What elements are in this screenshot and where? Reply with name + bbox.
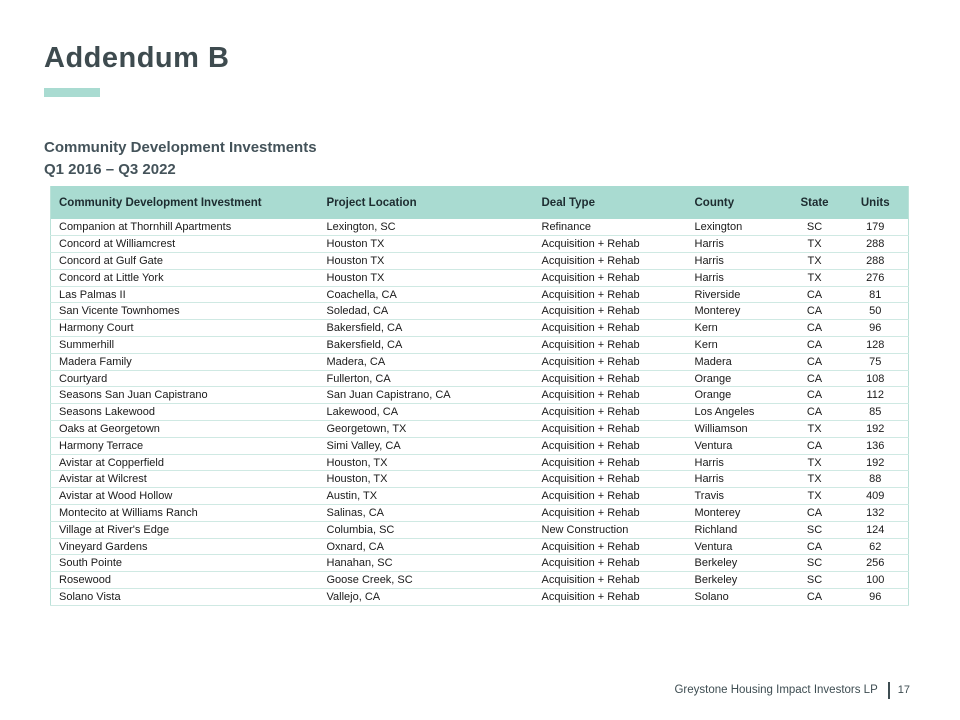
table-cell: Berkeley — [687, 572, 787, 589]
table-cell: 132 — [843, 505, 909, 522]
table-cell: Seasons San Juan Capistrano — [51, 387, 319, 404]
table-row — [51, 421, 909, 438]
table-row — [51, 538, 909, 555]
table-row — [51, 269, 909, 286]
table-cell: Acquisition + Rehab — [534, 337, 687, 354]
table-cell: 96 — [843, 589, 909, 606]
table-cell: CA — [787, 437, 843, 454]
column-header-state: State — [787, 186, 843, 219]
table-cell: SC — [787, 555, 843, 572]
table-cell: 288 — [843, 236, 909, 253]
column-header-deal-type: Deal Type — [534, 186, 687, 219]
table-cell: CA — [787, 320, 843, 337]
table-cell: Madera — [687, 353, 787, 370]
table-cell: Summerhill — [51, 337, 319, 354]
table-cell: Acquisition + Rehab — [534, 320, 687, 337]
table-cell: SC — [787, 521, 843, 538]
table-cell: Madera Family — [51, 353, 319, 370]
table-cell: Companion at Thornhill Apartments — [51, 219, 319, 236]
table-cell: Oxnard, CA — [319, 538, 534, 555]
table-cell: Acquisition + Rehab — [534, 253, 687, 270]
table-cell: Orange — [687, 387, 787, 404]
table-cell: Acquisition + Rehab — [534, 538, 687, 555]
table-cell: Acquisition + Rehab — [534, 589, 687, 606]
column-header-county: County — [687, 186, 787, 219]
table-cell: 179 — [843, 219, 909, 236]
table-cell: Kern — [687, 337, 787, 354]
table-cell: Acquisition + Rehab — [534, 572, 687, 589]
table-row — [51, 337, 909, 354]
table-cell: CA — [787, 337, 843, 354]
table-cell: San Juan Capistrano, CA — [319, 387, 534, 404]
table-cell: Houston TX — [319, 236, 534, 253]
table-cell: 192 — [843, 454, 909, 471]
table-row — [51, 320, 909, 337]
table-cell: Rosewood — [51, 572, 319, 589]
table-row — [51, 555, 909, 572]
table-row — [51, 236, 909, 253]
table-cell: Hanahan, SC — [319, 555, 534, 572]
table-cell: Harris — [687, 454, 787, 471]
table-cell: Acquisition + Rehab — [534, 454, 687, 471]
table-cell: Las Palmas II — [51, 286, 319, 303]
table-cell: CA — [787, 505, 843, 522]
table-cell: 276 — [843, 269, 909, 286]
table-row — [51, 572, 909, 589]
table-cell: Orange — [687, 370, 787, 387]
table-cell: 124 — [843, 521, 909, 538]
table-cell: TX — [787, 471, 843, 488]
table-row — [51, 454, 909, 471]
table-cell: 88 — [843, 471, 909, 488]
table-cell: 288 — [843, 253, 909, 270]
table-cell: TX — [787, 253, 843, 270]
table-cell: 108 — [843, 370, 909, 387]
table-cell: Lexington, SC — [319, 219, 534, 236]
table-cell: Acquisition + Rehab — [534, 555, 687, 572]
footer-separator — [888, 682, 890, 699]
table-cell: Simi Valley, CA — [319, 437, 534, 454]
table-row — [51, 437, 909, 454]
table-cell: Harris — [687, 253, 787, 270]
table-cell: Solano Vista — [51, 589, 319, 606]
table-cell: CA — [787, 353, 843, 370]
column-header-project-location: Project Location — [319, 186, 534, 219]
table-cell: 96 — [843, 320, 909, 337]
table-cell: Lakewood, CA — [319, 404, 534, 421]
table-cell: Harris — [687, 471, 787, 488]
table-cell: TX — [787, 236, 843, 253]
table-cell: Monterey — [687, 303, 787, 320]
table-row — [51, 521, 909, 538]
table-cell: SC — [787, 219, 843, 236]
table-cell: Village at River's Edge — [51, 521, 319, 538]
table-row — [51, 387, 909, 404]
table-cell: Acquisition + Rehab — [534, 236, 687, 253]
table-cell: Kern — [687, 320, 787, 337]
table-cell: CA — [787, 589, 843, 606]
table-cell: Houston TX — [319, 269, 534, 286]
table-cell: 81 — [843, 286, 909, 303]
table-cell: Harris — [687, 269, 787, 286]
table-cell: Georgetown, TX — [319, 421, 534, 438]
table-cell: Los Angeles — [687, 404, 787, 421]
table-cell: Austin, TX — [319, 488, 534, 505]
table-cell: Concord at Gulf Gate — [51, 253, 319, 270]
table-cell: 112 — [843, 387, 909, 404]
table-cell: Williamson — [687, 421, 787, 438]
table-cell: Bakersfield, CA — [319, 320, 534, 337]
table-cell: SC — [787, 572, 843, 589]
table-cell: CA — [787, 387, 843, 404]
table-cell: Coachella, CA — [319, 286, 534, 303]
table-cell: TX — [787, 269, 843, 286]
investments-table — [50, 186, 909, 606]
table-cell: 409 — [843, 488, 909, 505]
table-cell: Acquisition + Rehab — [534, 421, 687, 438]
table-cell: Houston, TX — [319, 471, 534, 488]
table-cell: Soledad, CA — [319, 303, 534, 320]
table-cell: Harmony Terrace — [51, 437, 319, 454]
table-cell: Vallejo, CA — [319, 589, 534, 606]
table-cell: TX — [787, 421, 843, 438]
table-header-row — [51, 186, 909, 219]
table-row — [51, 303, 909, 320]
table-row — [51, 488, 909, 505]
table-row — [51, 505, 909, 522]
table-cell: Bakersfield, CA — [319, 337, 534, 354]
table-cell: Concord at Williamcrest — [51, 236, 319, 253]
table-cell: 136 — [843, 437, 909, 454]
column-header-units: Units — [843, 186, 909, 219]
table-cell: Richland — [687, 521, 787, 538]
table-cell: TX — [787, 454, 843, 471]
table-cell: Acquisition + Rehab — [534, 471, 687, 488]
table-cell: Berkeley — [687, 555, 787, 572]
table-cell: CA — [787, 404, 843, 421]
table-cell: Houston TX — [319, 253, 534, 270]
table-cell: Avistar at Copperfield — [51, 454, 319, 471]
section-title-line2: Q1 2016 – Q3 2022 — [44, 161, 176, 178]
table-cell: CA — [787, 538, 843, 555]
section-title — [44, 137, 317, 181]
table-cell: CA — [787, 303, 843, 320]
table-cell: 192 — [843, 421, 909, 438]
table-cell: Montecito at Williams Ranch — [51, 505, 319, 522]
section-title-line1: Community Development Investments — [44, 139, 317, 156]
footer-company: Greystone Housing Impact Investors LP — [674, 684, 878, 696]
table-row — [51, 219, 909, 236]
table-row — [51, 353, 909, 370]
table-cell: Seasons Lakewood — [51, 404, 319, 421]
table-body — [51, 219, 909, 605]
table-cell: Concord at Little York — [51, 269, 319, 286]
table-cell: Goose Creek, SC — [319, 572, 534, 589]
column-header-investment: Community Development Investment — [51, 186, 319, 219]
table-row — [51, 253, 909, 270]
table-cell: Acquisition + Rehab — [534, 269, 687, 286]
table-cell: South Pointe — [51, 555, 319, 572]
footer — [674, 680, 910, 700]
table-cell: Oaks at Georgetown — [51, 421, 319, 438]
table-cell: Fullerton, CA — [319, 370, 534, 387]
table-cell: Avistar at Wood Hollow — [51, 488, 319, 505]
page-title: Addendum B — [44, 42, 230, 74]
table-cell: 62 — [843, 538, 909, 555]
table-cell: Harmony Court — [51, 320, 319, 337]
table-cell: Monterey — [687, 505, 787, 522]
table-row — [51, 404, 909, 421]
table-cell: Acquisition + Rehab — [534, 437, 687, 454]
table-cell: 128 — [843, 337, 909, 354]
table-cell: Vineyard Gardens — [51, 538, 319, 555]
table-row — [51, 471, 909, 488]
table-cell: Acquisition + Rehab — [534, 353, 687, 370]
table-cell: Riverside — [687, 286, 787, 303]
table-cell: Acquisition + Rehab — [534, 303, 687, 320]
footer-page-number: 17 — [897, 684, 910, 696]
accent-bar — [44, 88, 100, 97]
table-cell: 50 — [843, 303, 909, 320]
table-cell: San Vicente Townhomes — [51, 303, 319, 320]
table-cell: Acquisition + Rehab — [534, 488, 687, 505]
table-cell: 100 — [843, 572, 909, 589]
table-row — [51, 589, 909, 606]
table-cell: Lexington — [687, 219, 787, 236]
table-cell: Ventura — [687, 437, 787, 454]
table-cell: New Construction — [534, 521, 687, 538]
table-cell: Columbia, SC — [319, 521, 534, 538]
table-cell: Courtyard — [51, 370, 319, 387]
table-row — [51, 286, 909, 303]
table-cell: Houston, TX — [319, 454, 534, 471]
table-cell: Refinance — [534, 219, 687, 236]
table-cell: TX — [787, 488, 843, 505]
table-cell: 75 — [843, 353, 909, 370]
table-cell: Avistar at Wilcrest — [51, 471, 319, 488]
table-cell: Salinas, CA — [319, 505, 534, 522]
table-cell: Ventura — [687, 538, 787, 555]
table-cell: Harris — [687, 236, 787, 253]
table-cell: CA — [787, 286, 843, 303]
table-cell: Acquisition + Rehab — [534, 387, 687, 404]
table-cell: 85 — [843, 404, 909, 421]
table-cell: Acquisition + Rehab — [534, 370, 687, 387]
table-cell: Acquisition + Rehab — [534, 505, 687, 522]
table-cell: 256 — [843, 555, 909, 572]
table-cell: Acquisition + Rehab — [534, 286, 687, 303]
table-cell: Acquisition + Rehab — [534, 404, 687, 421]
table-cell: CA — [787, 370, 843, 387]
table-cell: Madera, CA — [319, 353, 534, 370]
table-cell: Solano — [687, 589, 787, 606]
table-row — [51, 370, 909, 387]
table-cell: Travis — [687, 488, 787, 505]
